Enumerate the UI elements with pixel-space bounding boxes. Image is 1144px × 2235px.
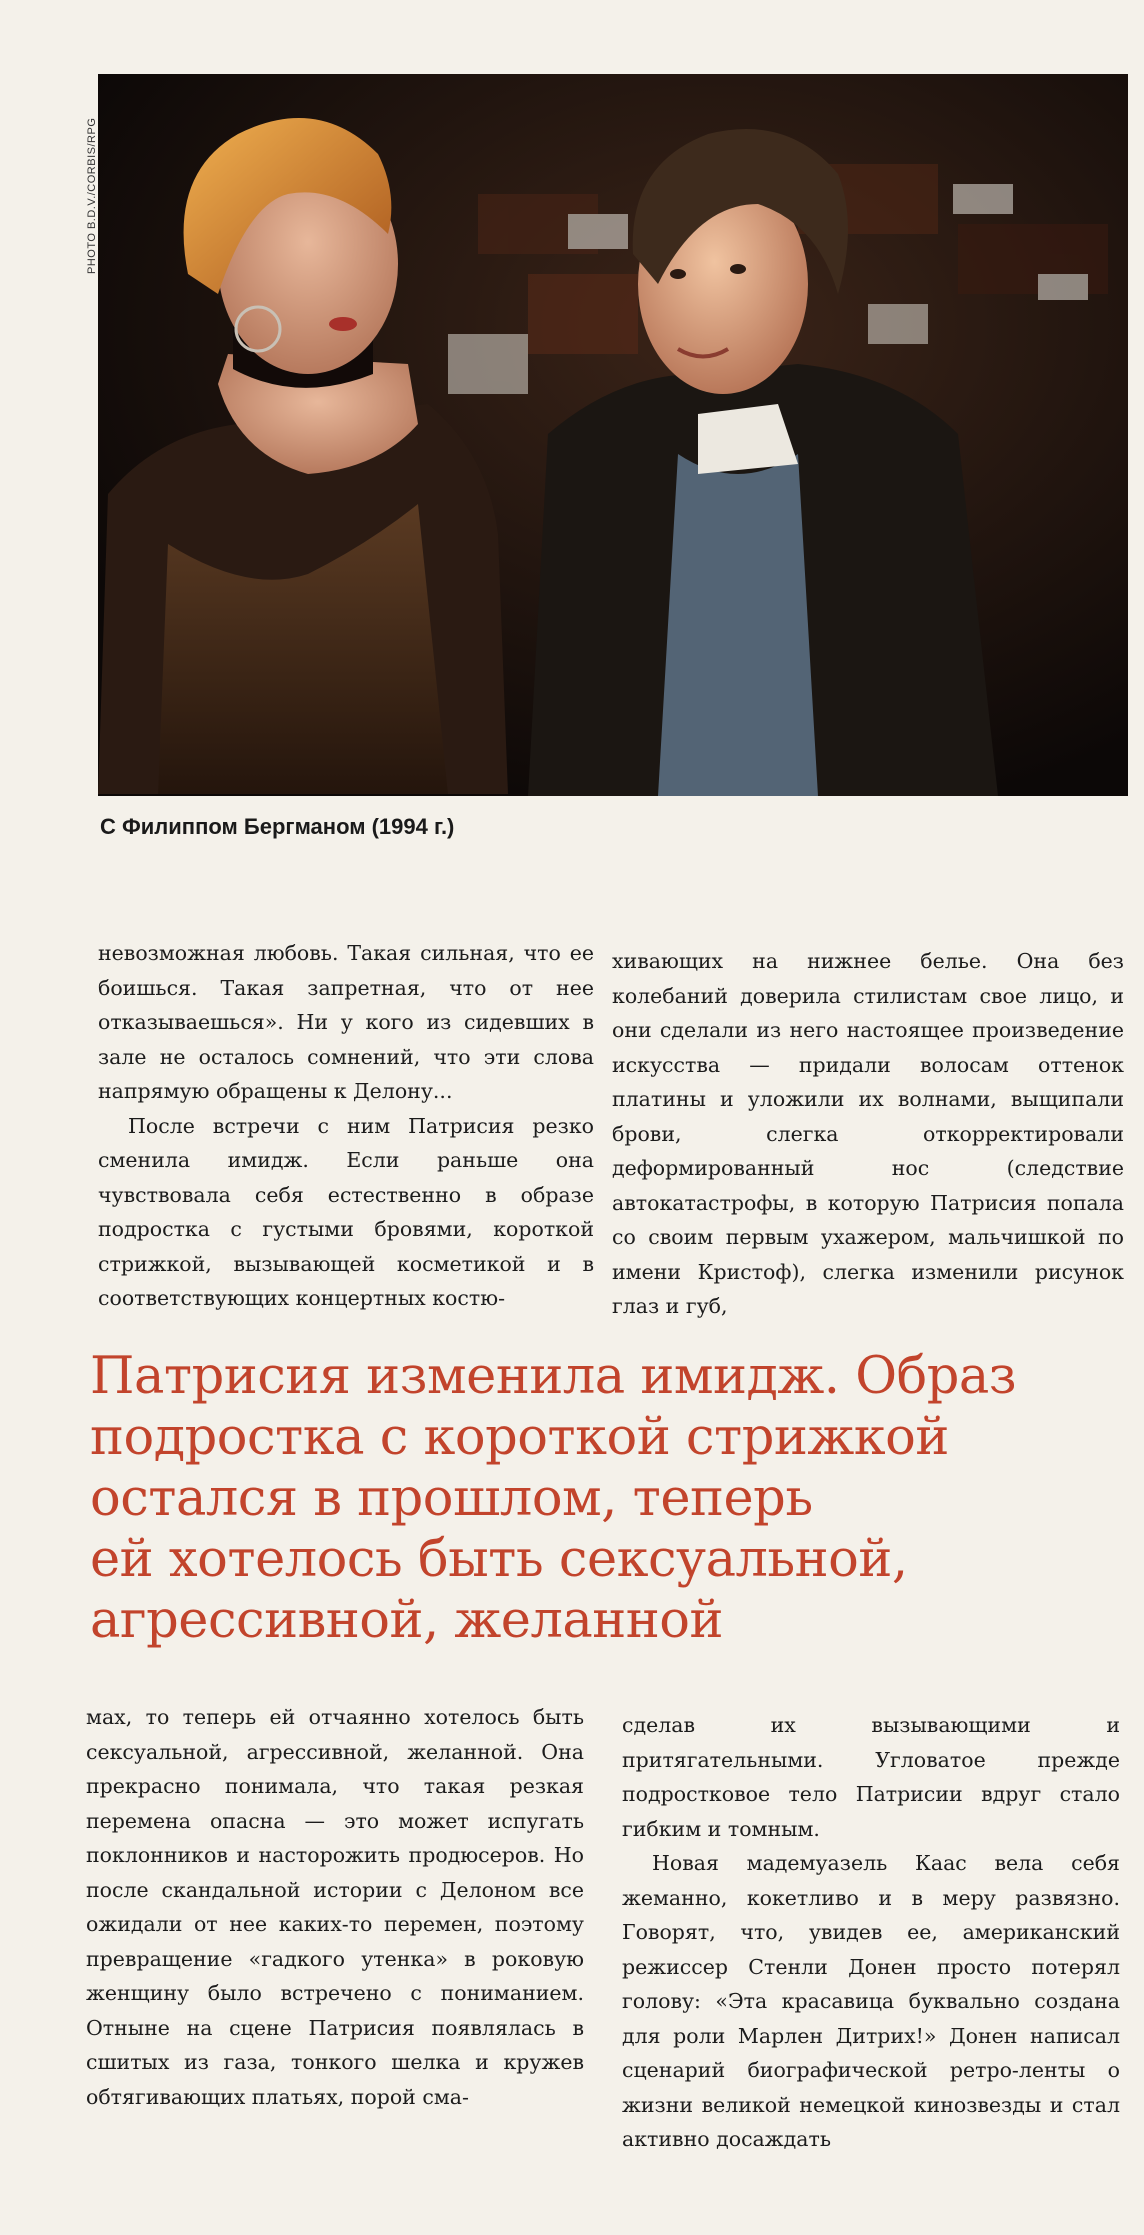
photo-credit: PHOTO B.D.V./CORBIS/RPG [86, 117, 98, 274]
paragraph: После встречи с ним Патрисия резко сменила имидж. Если раньше она чувствовала себя естественно в образе подростка с густыми бровями, короткой стрижкой, вызывающей косметикой и в соответствующих концертных костю- [98, 1113, 594, 1310]
paragraph: Новая мадемуазель Каас вела себя жеманно, кокетливо и в меру развязно. Говорят, что, увидев ее, американский режиссер Стенли Донен просто потерял голову: «Эта красавица буквально создана для роли Марлен Дитрих!» Донен написал сценарий биографической ретро-ленты о жизни великой немецкой кинозвезды и стал активно досаждать [622, 1851, 1120, 2151]
section1-column-right [612, 944, 1124, 1324]
section2-column-left [86, 1700, 584, 2114]
paragraph: мах, то теперь ей отчаянно хотелось быть сексуальной, агрессивной, желанной. Она прекрасно понимала, что такая резкая перемена опасна — это может испугать поклонников и насторожить продюсеров. Но после скандальной истории с Делоном все ожидали от нее каких-то перемен, поэтому превращение «гадкого утенка» в роковую женщину было встречено с пониманием. Отныне на сцене Патрисия появлялась в сшитых из газа, тонкого шелка и кружев обтягивающих платьях, порой сма- [86, 1705, 584, 2109]
pull-quote-line: остался в прошлом, теперь [90, 1469, 813, 1528]
photo-caption: С Филиппом Бергманом (1994 г.) [100, 814, 455, 839]
section2-column-right [622, 1708, 1120, 2157]
pull-quote-line: Патрисия изменила имидж. Образ [90, 1347, 1017, 1406]
paragraph: хивающих на нижнее белье. Она без колебаний доверила стилистам свое лицо, и они сделали из него настоящее произведение искусства — придали волосам оттенок платины и уложили их волнами, выщипали брови, слегка откорректировали деформированный нос (следствие автокатастрофы, в которую Патрисия попала со своим первым ухажером, мальчишкой по имени Кристоф), слегка изменили рисунок глаз и губ, [612, 949, 1124, 1318]
paragraph: невозможная любовь. Такая сильная, что ее боишься. Такая запретная, что от нее отказываешься». Ни у кого из сидевших в зале не осталось сомнений, что эти слова напрямую обращены к Делону... [98, 941, 594, 1103]
pull-quote [90, 1346, 1120, 1651]
pull-quote-line: ей хотелось быть сексуальной, [90, 1530, 908, 1589]
pull-quote-line: подростка с короткой стрижкой [90, 1408, 949, 1467]
pull-quote-line: агрессивной, желанной [90, 1591, 723, 1650]
section1-column-left [98, 936, 594, 1316]
paragraph: сделав их вызывающими и притягательными. Угловатое прежде подростковое тело Патрисии вдруг стало гибким и томным. [622, 1713, 1120, 1841]
article-photo [98, 74, 1128, 796]
photo-illustration [98, 74, 1128, 796]
